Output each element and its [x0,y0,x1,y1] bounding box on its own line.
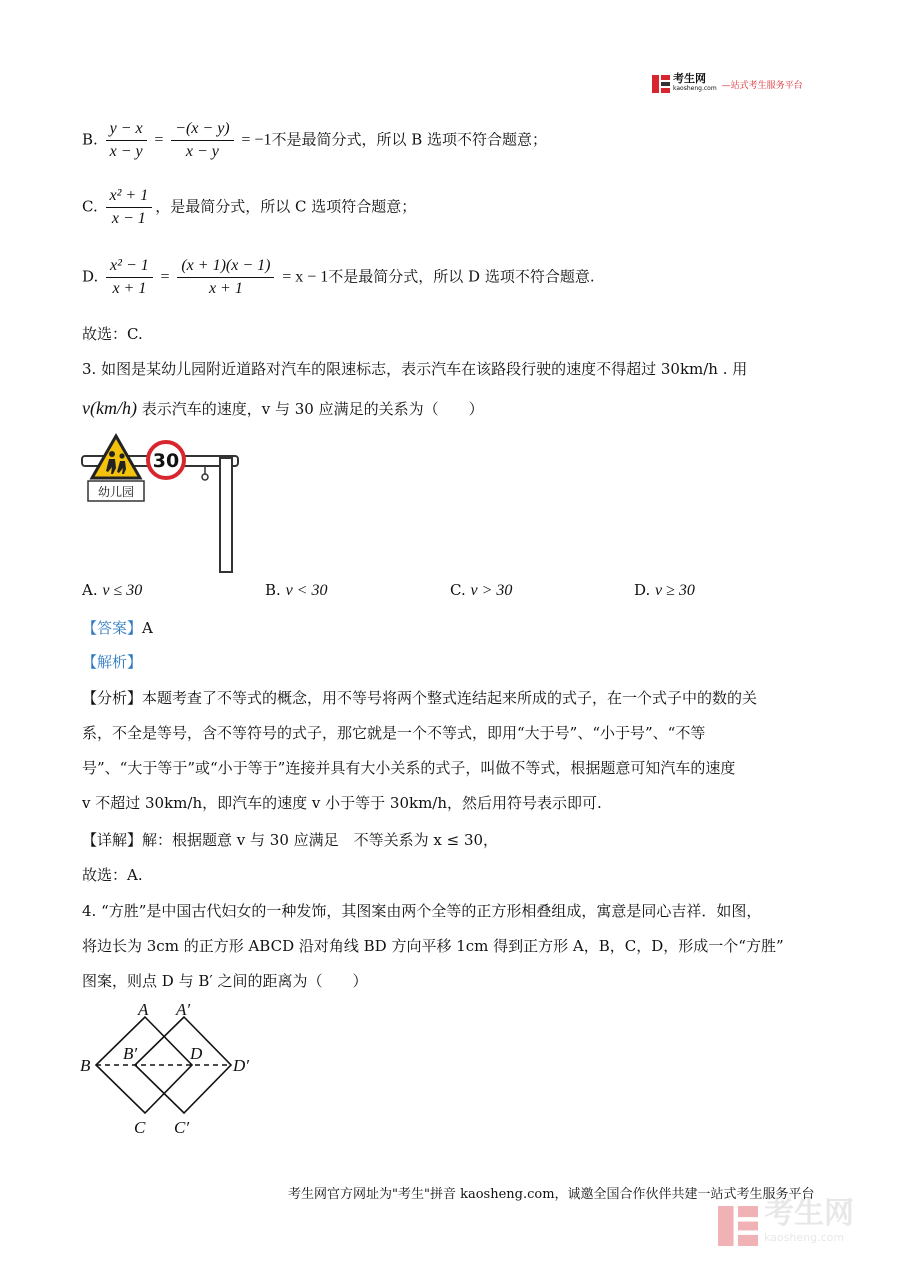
q3-option-d[interactable]: D. v ≥ 30 [634,581,695,599]
kindergarten-label: 幼儿园 [97,485,135,499]
analysis-tag: 【解析】 [82,653,143,671]
option-d-result: = x − 1 [282,268,329,286]
speed-limit-number: 30 [152,450,180,472]
label-b: B [80,1056,91,1075]
q4-line2: 将边长为 3cm 的正方形 ABCD 沿对角线 BD 方向平移 1cm 得到正方形 A，B，C，D，形成一个“方胜” [82,937,784,955]
q3-answer [82,617,153,638]
pole-joint [221,459,231,469]
label-a: A [138,1000,149,1019]
fraction-b1: $\frac{y - x}{x - y}$ [106,118,147,163]
fraction-d1: $\frac{\text{x² − 1}}{x + 1}$ [106,255,153,300]
analysis-line-1: 【分析】本题考查了不等式的概念，用不等号将两个整式连结起来所成的式子，在一个式子中的数的关 [82,689,758,707]
option-d-label: D. [82,267,99,286]
option-c-label: C. [82,197,98,216]
label-d: D [190,1044,203,1063]
q3-line2 [82,398,484,419]
header-logo [652,74,803,94]
label-c-prime: C′ [174,1118,190,1137]
label-d-prime: D′ [233,1056,249,1075]
q3-option-a[interactable]: A. v ≤ 30 [82,581,143,599]
logo-text: 考生网 [673,72,706,85]
choose-a: 故选：A. [82,866,143,884]
q4-line3: 图案，则点 D 与 B′ 之间的距离为（ ） [82,972,368,990]
q3-line1: 3. 如图是某幼儿园附近道路对汽车的限速标志，表示汽车在该路段行驶的速度不得超过 30km/h . 用 [82,360,748,378]
q3-option-b[interactable]: B. v < 30 [265,581,328,599]
watermark [718,1196,854,1250]
kaosheng-logo-icon [652,75,670,93]
label-b-prime: B′ [123,1044,138,1063]
q3-line2-text: 表示汽车的速度，v 与 30 应满足的关系为（ ） [141,400,484,418]
speed-limit-figure [80,432,250,577]
analysis-line-2: 系，不全是等号，含不等符号的式子，那它就是一个不等式，即用“大于号”、“小于号”、“不等 [82,724,706,742]
fraction-d2: $\frac{(x + 1)(x - 1)}{x + 1}$ [177,255,274,300]
answer-tag: 【答案】 [82,619,143,637]
fangsheng-diagram [76,995,276,1140]
option-b-line: B. $\frac{y - x}{x - y}$ = $\frac{-(x - y)}{x - y}$ = −1不是最简分式，所以 B 选项不符合题意； [82,118,547,163]
option-c-line [82,185,416,230]
pole-vertical [220,458,232,572]
header-slogan: —站式考生服务平台 [721,80,803,91]
fraction-c: $\frac{\text{x² + 1}}{x - 1}$ [106,185,153,230]
option-b-text: 不是最简分式，所以 B 选项不符合题意； [271,130,548,149]
analysis-line-4: v 不超过 30km/h，即汽车的速度 v 小于等于 30km/h，然后用符号表示即可. [82,794,602,812]
q3-option-c[interactable]: C. v > 30 [450,581,513,599]
option-c-text: ，是最简分式，所以 C 选项符合题意； [155,197,417,216]
footer-text: 考生网官方网址为"考生"拼音 kaosheng.com，诚邀全国合作伙伴共建一站式考生服务平台 [288,1187,815,1202]
option-d-text: 不是最简分式，所以 D 选项不符合题意. [328,267,595,286]
hook-ring [202,474,208,480]
watermark-sub: kaosheng.com [764,1231,845,1244]
option-d-line: D. $\frac{\text{x² − 1}}{x + 1}$ = $\frac{(x + 1)(x - 1)}{x + 1}$ = x − 1不是最简分式，所以 D 选项不符合题意. [82,255,595,300]
q4-line1: 4. “方胜”是中国古代妇女的一种发饰，其图案由两个全等的正方形相叠组成，寓意是同心吉祥．如图， [82,902,762,920]
label-a-prime: A′ [176,1000,191,1019]
answer-value: A [142,619,153,637]
option-b-result: = −1 [241,131,272,149]
label-c: C [134,1118,146,1137]
q3-variable: v(km/h) [82,398,137,418]
option-b-label: B. [82,130,98,149]
fraction-b2: $\frac{-(x - y)}{x - y}$ [171,118,233,163]
analysis-line-3: 号”、“大于等于”或“小于等于”连接并具有大小关系的式子，叫做不等式，根据题意可知汽车的速度 [82,759,736,777]
choose-c: 故选：C. [82,325,143,343]
detail-line: 【详解】解：根据题意 v 与 30 应满足 不等关系为 x ≤ 30， [82,831,499,849]
watermark-text: 考生网 [764,1196,854,1231]
logo-sub: kaosheng.com [673,85,717,92]
watermark-logo-icon [718,1206,758,1246]
